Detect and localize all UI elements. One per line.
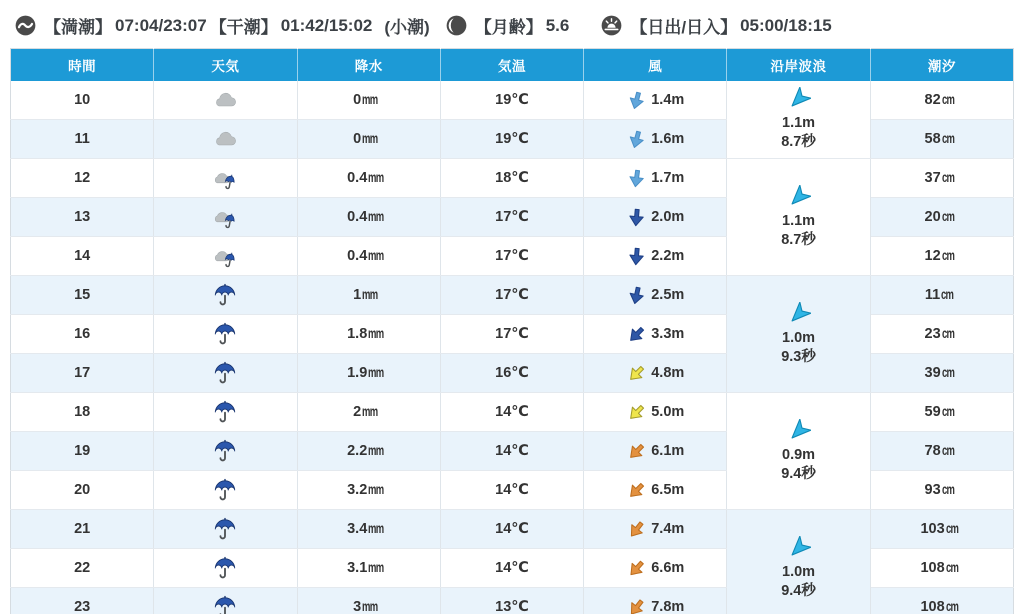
precip-unit: mm	[362, 404, 378, 419]
wind-speed: 2.2m	[651, 248, 685, 264]
tide-cell: 93cm	[870, 471, 1013, 510]
precip-cell: 1.8mm	[297, 315, 440, 354]
wind-arrow-icon	[624, 87, 650, 113]
wave-direction-icon	[787, 185, 811, 209]
wind-speed: 2.5m	[651, 287, 685, 303]
wind-arrow-icon	[622, 592, 651, 614]
cloud-umbrella-icon	[210, 165, 240, 191]
wave-period: 9.4秒	[781, 582, 816, 599]
precip-unit: mm	[362, 131, 378, 146]
wind-speed: 6.5m	[651, 482, 685, 498]
tide-unit: cm	[941, 209, 954, 224]
weather-cell	[154, 471, 297, 510]
tide-cell: 20cm	[870, 198, 1013, 237]
wind-cell	[584, 588, 727, 614]
precip-cell: 2.2mm	[297, 432, 440, 471]
forecast-table-wrap	[10, 48, 1014, 614]
wave-cell	[727, 276, 870, 393]
tide-cell: 23cm	[870, 315, 1013, 354]
precip-cell: 2mm	[297, 393, 440, 432]
temp-cell: 17℃	[440, 237, 583, 276]
wind-arrow-icon	[622, 319, 652, 349]
temp-cell: 17℃	[440, 198, 583, 237]
precip-unit: mm	[368, 560, 384, 575]
tide-unit: cm	[945, 560, 958, 575]
wind-speed: 2.0m	[651, 209, 685, 225]
moon-age-value: 5.6	[545, 15, 570, 35]
wave-period: 8.7秒	[781, 134, 816, 150]
precip-cell: 3mm	[297, 588, 440, 614]
weather-cell	[154, 120, 297, 159]
wave-period: 9.4秒	[781, 465, 816, 482]
temp-cell: 19℃	[440, 81, 583, 120]
umbrella-icon	[210, 555, 240, 581]
wave-period: 8.7秒	[781, 231, 816, 248]
wave-height: 1.1m	[782, 212, 816, 229]
precip-unit: mm	[368, 521, 384, 536]
wind-speed: 3.3m	[651, 326, 685, 342]
temp-cell: 14℃	[440, 471, 583, 510]
wind-cell	[584, 549, 727, 588]
wind-arrow-icon	[624, 126, 650, 152]
forecast-row	[11, 510, 1014, 549]
sunrise-icon	[600, 14, 623, 37]
col-waves: 沿岸波浪	[727, 49, 870, 82]
wind-cell	[584, 276, 727, 315]
temp-cell: 14℃	[440, 432, 583, 471]
tide-cell: 82cm	[870, 81, 1013, 120]
cloud-icon	[210, 126, 240, 152]
temp-cell: 14℃	[440, 393, 583, 432]
wind-speed: 1.4m	[651, 92, 685, 108]
umbrella-icon	[210, 360, 240, 386]
col-wind: 風	[584, 49, 727, 82]
time-cell: 20	[11, 471, 154, 510]
col-precip: 降水	[297, 49, 440, 82]
weather-cell	[154, 549, 297, 588]
tide-cell: 108cm	[870, 588, 1013, 614]
temp-cell: 18℃	[440, 159, 583, 198]
col-weather: 天気	[154, 49, 297, 82]
precip-unit: mm	[362, 287, 378, 302]
wave-cell	[727, 81, 870, 159]
precip-cell: 3.1mm	[297, 549, 440, 588]
tide-cell: 108cm	[870, 549, 1013, 588]
forecast-row	[11, 276, 1014, 315]
precip-cell: 0.4mm	[297, 198, 440, 237]
precip-unit: mm	[368, 248, 384, 263]
forecast-table-body	[11, 81, 1014, 614]
forecast-row	[11, 393, 1014, 432]
wind-speed: 4.8m	[651, 365, 685, 381]
precip-unit: mm	[368, 170, 384, 185]
wind-cell	[584, 237, 727, 276]
weather-cell	[154, 81, 297, 120]
weather-cell	[154, 354, 297, 393]
temp-cell: 19℃	[440, 120, 583, 159]
temp-cell: 17℃	[440, 315, 583, 354]
weather-cell	[154, 315, 297, 354]
col-tide: 潮汐	[870, 49, 1013, 82]
tide-phase: (小潮)	[384, 18, 430, 37]
col-time: 時間	[11, 49, 154, 82]
precip-unit: mm	[362, 92, 378, 107]
time-cell: 14	[11, 237, 154, 276]
umbrella-icon	[210, 399, 240, 425]
weather-cell	[154, 237, 297, 276]
tide-unit: cm	[941, 131, 954, 146]
weather-cell	[154, 159, 297, 198]
wind-cell	[584, 120, 727, 159]
sunrise-sunset-label: 【日出/日入】	[630, 18, 738, 37]
weather-cell	[154, 588, 297, 614]
wind-speed: 6.6m	[651, 560, 685, 576]
col-temp: 気温	[440, 49, 583, 82]
wind-speed: 7.8m	[651, 599, 685, 614]
tide-unit: cm	[941, 287, 954, 302]
wave-circle-icon	[14, 14, 37, 37]
umbrella-icon	[210, 516, 240, 542]
umbrella-icon	[210, 438, 240, 464]
forecast-table-header	[11, 49, 1014, 82]
weather-cell	[154, 510, 297, 549]
wind-cell	[584, 471, 727, 510]
wave-direction-icon	[787, 302, 811, 326]
time-cell: 15	[11, 276, 154, 315]
wind-cell	[584, 198, 727, 237]
wind-arrow-icon	[625, 166, 649, 190]
wind-speed: 5.0m	[651, 404, 685, 420]
time-cell: 11	[11, 120, 154, 159]
tide-cell: 12cm	[870, 237, 1013, 276]
precip-cell: 3.2mm	[297, 471, 440, 510]
precip-cell: 1mm	[297, 276, 440, 315]
wave-cell	[727, 159, 870, 276]
wind-cell	[584, 432, 727, 471]
weather-cell	[154, 198, 297, 237]
wave-height: 1.0m	[782, 563, 816, 580]
wind-arrow-icon	[625, 206, 648, 229]
precip-cell: 0.4mm	[297, 237, 440, 276]
tide-cell: 78cm	[870, 432, 1013, 471]
wind-arrow-icon	[622, 436, 652, 466]
wind-cell	[584, 510, 727, 549]
tide-unit: cm	[941, 92, 954, 107]
time-cell: 21	[11, 510, 154, 549]
tide-cell: 39cm	[870, 354, 1013, 393]
wave-cell	[727, 510, 870, 614]
time-cell: 18	[11, 393, 154, 432]
precip-unit: mm	[368, 209, 384, 224]
precip-unit: mm	[368, 443, 384, 458]
tide-unit: cm	[941, 248, 954, 263]
umbrella-icon	[210, 594, 240, 614]
time-cell: 13	[11, 198, 154, 237]
wind-cell	[584, 393, 727, 432]
tide-unit: cm	[941, 482, 954, 497]
umbrella-icon	[210, 321, 240, 347]
forecast-row	[11, 159, 1014, 198]
wave-period: 9.3秒	[781, 348, 816, 365]
precip-unit: mm	[362, 599, 378, 614]
wind-cell	[584, 81, 727, 120]
temp-cell: 17℃	[440, 276, 583, 315]
weather-cell	[154, 432, 297, 471]
wave-height: 0.9m	[782, 446, 816, 463]
wind-cell	[584, 159, 727, 198]
wind-arrow-icon	[624, 283, 649, 308]
tide-cell: 59cm	[870, 393, 1013, 432]
wave-height: 1.1m	[782, 115, 816, 132]
tide-cell: 11cm	[870, 276, 1013, 315]
tide-unit: cm	[941, 443, 954, 458]
precip-unit: mm	[368, 365, 384, 380]
forecast-row	[11, 81, 1014, 120]
wave-direction-icon	[787, 536, 811, 560]
precip-cell: 0mm	[297, 120, 440, 159]
precip-cell: 3.4mm	[297, 510, 440, 549]
time-cell: 22	[11, 549, 154, 588]
wind-cell	[584, 354, 727, 393]
wind-arrow-icon	[625, 245, 648, 268]
high-tide-value: 07:04/23:07	[115, 15, 207, 35]
umbrella-icon	[210, 282, 240, 308]
tide-cell: 103cm	[870, 510, 1013, 549]
tide-unit: cm	[941, 170, 954, 185]
time-cell: 23	[11, 588, 154, 614]
temp-cell: 14℃	[440, 510, 583, 549]
umbrella-icon	[210, 477, 240, 503]
tide-unit: cm	[941, 326, 954, 341]
wind-arrow-icon	[622, 475, 652, 505]
time-cell: 16	[11, 315, 154, 354]
temp-cell: 16℃	[440, 354, 583, 393]
forecast-table	[10, 48, 1014, 614]
low-tide-value: 01:42/15:02	[280, 15, 373, 35]
wind-speed: 1.6m	[651, 131, 685, 147]
precip-unit: mm	[368, 482, 384, 497]
tide-unit: cm	[941, 365, 954, 380]
moon-age-label: 【月齢】	[474, 18, 543, 37]
temp-cell: 14℃	[440, 549, 583, 588]
wind-arrow-icon	[622, 397, 652, 427]
wind-speed: 6.1m	[651, 443, 685, 459]
wind-arrow-icon	[622, 358, 652, 388]
temp-cell: 13℃	[440, 588, 583, 614]
wind-arrow-icon	[622, 514, 651, 543]
time-cell: 12	[11, 159, 154, 198]
cloud-umbrella-icon	[210, 204, 240, 230]
tide-unit: cm	[945, 521, 958, 536]
wave-height: 1.0m	[782, 329, 816, 346]
time-cell: 19	[11, 432, 154, 471]
tide-unit: cm	[945, 599, 958, 614]
low-tide-label: 【干潮】	[209, 18, 278, 37]
wind-speed: 7.4m	[651, 521, 685, 537]
tide-unit: cm	[941, 404, 954, 419]
weather-cell	[154, 276, 297, 315]
weather-cell	[154, 393, 297, 432]
cloud-umbrella-icon	[210, 243, 240, 269]
time-cell: 10	[11, 81, 154, 120]
precip-cell: 1.9mm	[297, 354, 440, 393]
sunrise-sunset-value: 05:00/18:15	[740, 15, 832, 35]
info-bar	[0, 0, 1024, 46]
wave-direction-icon	[787, 87, 811, 111]
wave-cell	[727, 393, 870, 510]
time-cell: 17	[11, 354, 154, 393]
precip-unit: mm	[368, 326, 384, 341]
precip-cell: 0mm	[297, 81, 440, 120]
wave-direction-icon	[787, 419, 811, 443]
tide-cell: 37cm	[870, 159, 1013, 198]
wind-speed: 1.7m	[651, 170, 685, 186]
high-tide-label: 【満潮】	[44, 18, 112, 37]
cloud-icon	[210, 87, 240, 113]
tide-cell: 58cm	[870, 120, 1013, 159]
precip-cell: 0.4mm	[297, 159, 440, 198]
wind-cell	[584, 315, 727, 354]
crescent-moon-icon	[445, 14, 468, 37]
wind-arrow-icon	[622, 553, 652, 583]
